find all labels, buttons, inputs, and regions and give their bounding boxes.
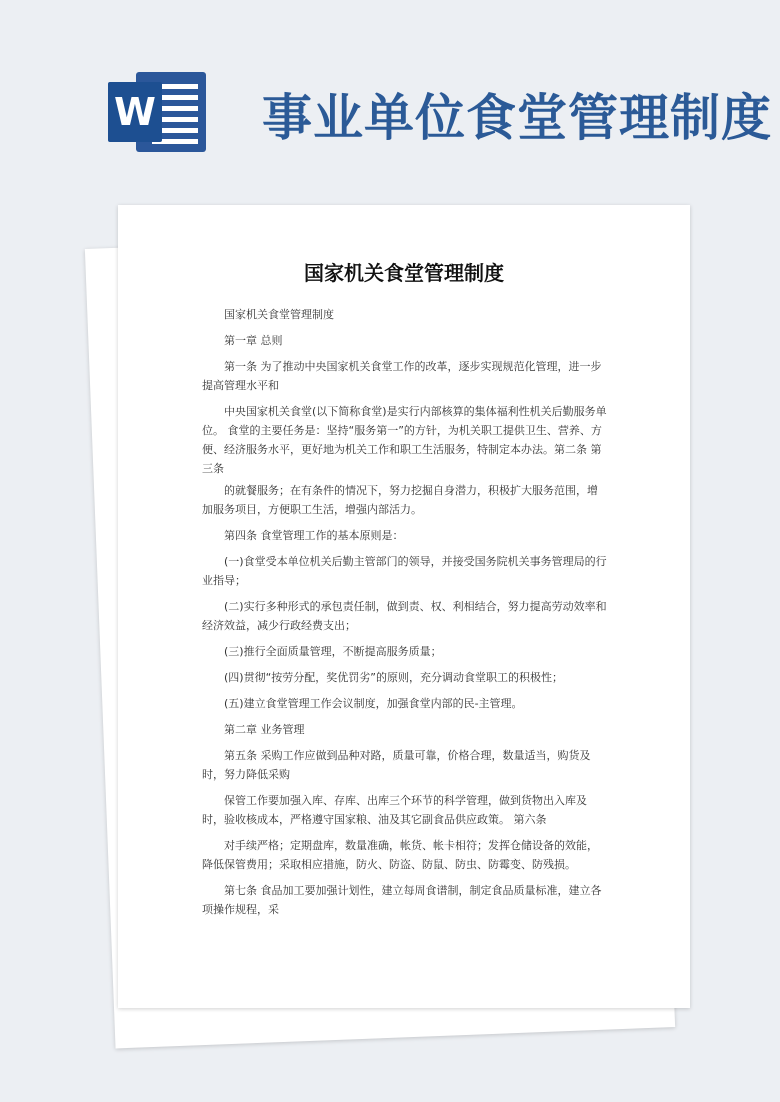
- header-banner: [0, 0, 780, 200]
- list-item: (五)建立食堂管理工作会议制度，加强食堂内部的民-主管理。: [224, 697, 523, 710]
- page-title: 事业单位食堂管理制度: [262, 88, 772, 147]
- list-item: (一)食堂受本单位机关后勤主管部门的领导，并接受国务院机关事务管理局的行业指导；: [202, 555, 607, 587]
- word-icon-letter: W: [114, 90, 156, 134]
- document-page: [118, 205, 690, 1008]
- paragraph: 第四条 食堂管理工作的基本原则是：: [224, 529, 404, 542]
- paragraph: 保管工作要加强入库、存库、出库三个环节的科学管理，做到货物出入库及时，验收核成本，严格遵守国家粮、油及其它副食品供应政策。 第六条: [202, 794, 587, 826]
- paragraph: 中央国家机关食堂(以下简称食堂)是实行内部核算的集体福利性机关后勤服务单位。 食堂的主要任务是：坚持“服务第一”的方针，为机关职工提供卫生、营养、方便、经济服务水平，更好地为机关工作和职工生活服务，特制定本办法。第二条 第三条: [202, 405, 607, 475]
- list-item: (四)贯彻“按劳分配，奖优罚劣”的原则，充分调动食堂职工的积极性；: [224, 671, 563, 684]
- paragraph: 第一条 为了推动中央国家机关食堂工作的改革，逐步实现规范化管理，进一步提高管理水平和: [202, 360, 602, 392]
- chapter-heading: 第二章 业务管理: [224, 723, 305, 736]
- list-item: (二)实行多种形式的承包责任制，做到责、权、利相结合，努力提高劳动效率和经济效益，减少行政经费支出；: [202, 600, 607, 632]
- word-icon: [108, 68, 208, 156]
- paragraph: 国家机关食堂管理制度: [224, 308, 334, 321]
- chapter-heading: 第一章 总则: [224, 334, 283, 347]
- document-body: [202, 305, 607, 926]
- paragraph: 第五条 采购工作应做到品种对路，质量可靠，价格合理，数量适当，购货及时，努力降低采购: [202, 749, 591, 781]
- paragraph: 对手续严格；定期盘库，数量准确，帐货、帐卡相符；发挥仓储设备的效能，降低保管费用；采取相应措施，防火、防盗、防鼠、防虫、防霉变、防残损。: [202, 839, 598, 871]
- paragraph: 第七条 食品加工要加强计划性，建立每周食谱制，制定食品质量标准，建立各项操作规程，采: [202, 884, 602, 916]
- paragraph: 的就餐服务；在有条件的情况下，努力挖掘自身潜力，积极扩大服务范围，增加服务项目，方便职工生活，增强内部活力。: [202, 484, 598, 516]
- document-title: 国家机关食堂管理制度: [304, 261, 504, 285]
- list-item: (三)推行全面质量管理，不断提高服务质量；: [224, 645, 442, 658]
